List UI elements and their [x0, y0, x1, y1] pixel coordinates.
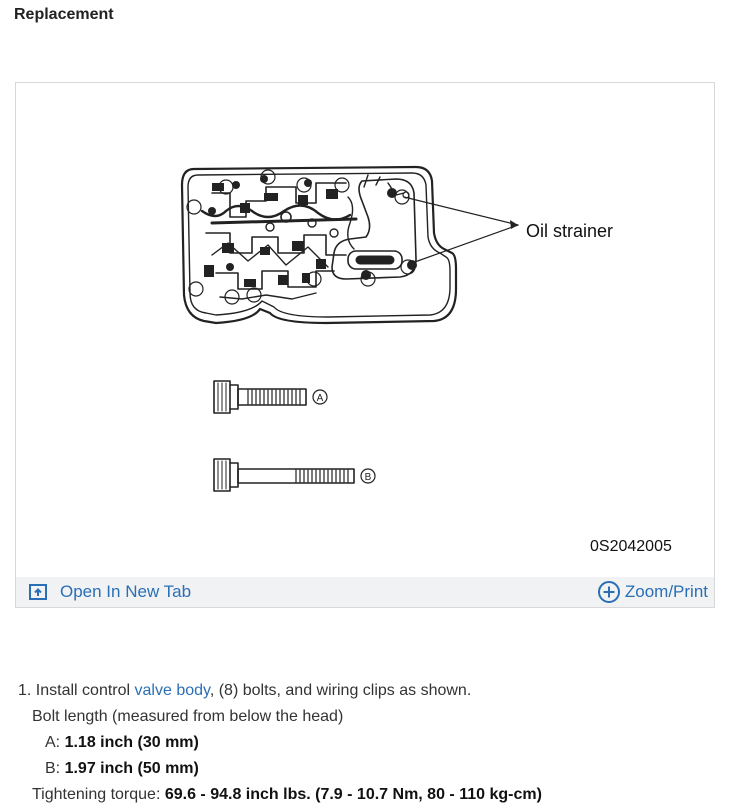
figure-container	[15, 82, 715, 608]
zoom-print-button[interactable]	[597, 577, 708, 607]
step-text-before: Install control	[35, 682, 131, 699]
step-number: 1.	[18, 682, 32, 699]
open-in-new-tab-button[interactable]	[28, 577, 191, 607]
zoom-plus-icon	[597, 580, 625, 604]
bolt-a-spec	[18, 730, 542, 756]
instruction-step	[18, 678, 542, 808]
step-text-after: , (8) bolts, and wiring clips as shown.	[209, 682, 472, 699]
step-line	[18, 678, 542, 704]
valve-body-drawing	[182, 167, 456, 323]
figure-toolbar	[16, 577, 714, 607]
bolt-b-prefix: B:	[45, 760, 61, 777]
bolt-b-drawing	[214, 459, 375, 491]
bolt-a-mark: A	[316, 393, 324, 404]
callout-leader-lines	[404, 197, 518, 263]
torque-label: Tightening torque:	[32, 786, 161, 803]
torque-spec	[18, 782, 542, 808]
open-in-new-tab-label: Open In New Tab	[60, 582, 192, 601]
valve-body-diagram[interactable]	[16, 83, 714, 577]
bolt-a-drawing	[214, 381, 327, 413]
bolt-b-mark: B	[364, 472, 372, 483]
open-in-new-tab-icon	[28, 583, 60, 601]
valve-body-link[interactable]: valve body	[134, 682, 210, 699]
figure-code: 0S2042005	[590, 538, 672, 555]
section-title: Replacement	[14, 6, 114, 23]
bolt-b-spec	[18, 756, 542, 782]
zoom-print-label: Zoom/Print	[624, 582, 708, 601]
bolt-b-value: 1.97 inch (50 mm)	[64, 760, 199, 777]
bolt-a-value: 1.18 inch (30 mm)	[64, 734, 199, 751]
bolt-length-label: Bolt length (measured from below the head)	[32, 708, 344, 725]
oil-strainer-label: Oil strainer	[526, 221, 614, 241]
bolt-a-prefix: A:	[45, 734, 61, 751]
torque-value: 69.6 - 94.8 inch lbs. (7.9 - 10.7 Nm, 80 - 110 kg-cm)	[164, 786, 542, 803]
